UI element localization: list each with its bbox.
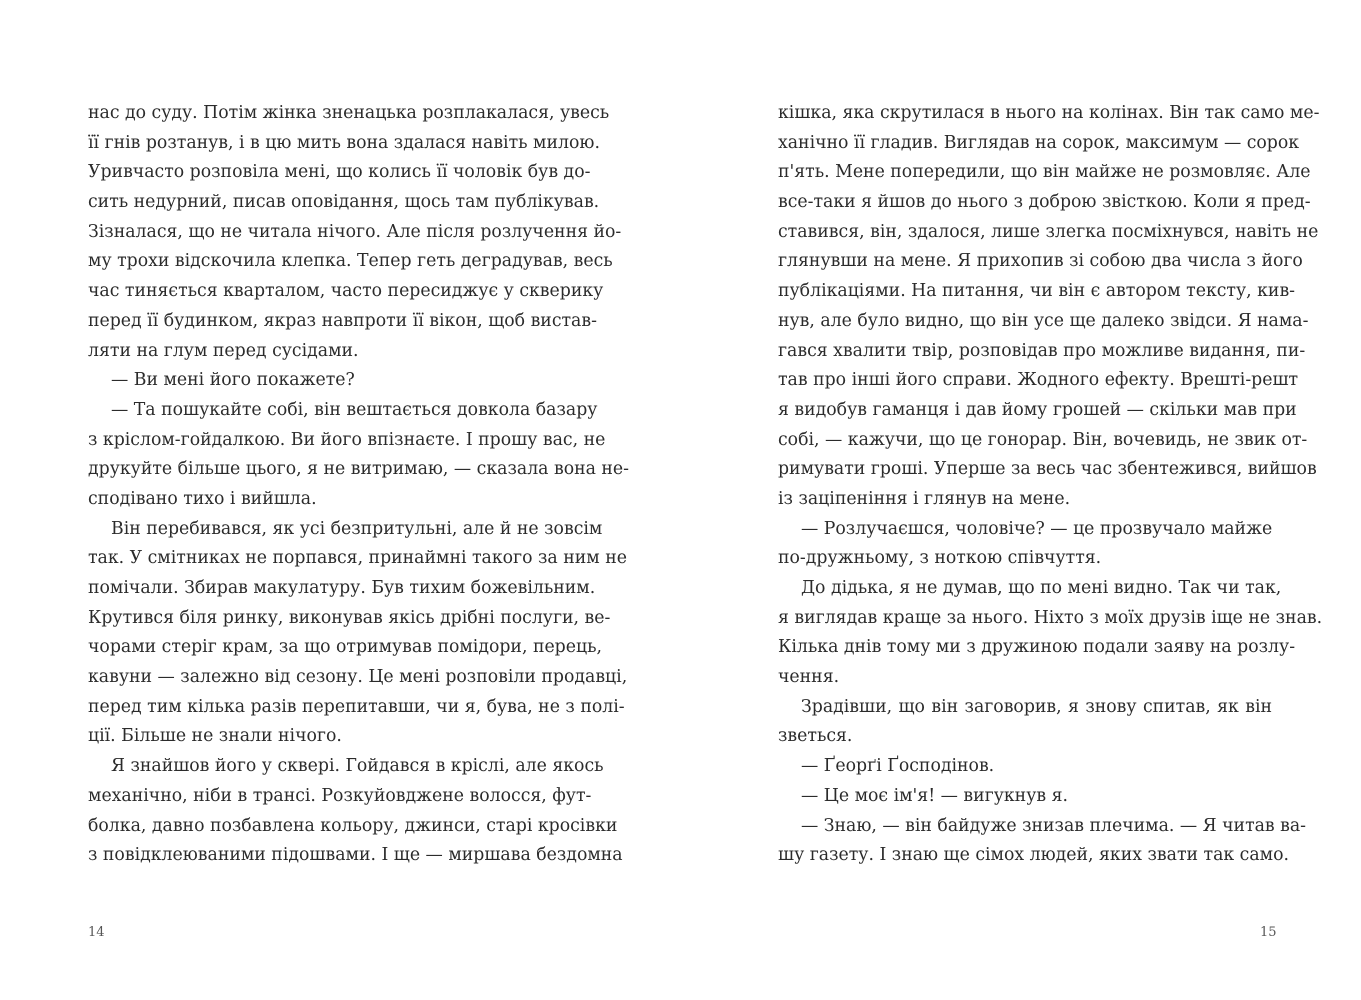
text-line: я видобув гаманця і дав йому грошей — скільки мав при [778, 399, 1297, 420]
text-line: римувати гроші. Уперше за весь час збентежився, вийшов [778, 459, 1317, 480]
text-line: по-дружньому, з ноткою співчуття. [778, 548, 1102, 569]
text-line: п'ять. Мене попередили, що він майже не розмовляє. Але [778, 162, 1311, 183]
text-line: публікаціями. На питання, чи він є автором тексту, кив- [778, 281, 1296, 302]
text-line: ставився, він, здалося, лише злегка посміхнувся, навіть не [778, 221, 1319, 242]
text-line: му трохи відскочила клепка. Тепер геть деградував, весь [88, 251, 613, 272]
text-line: помічали. Збирав макулатуру. Був тихим божевільним. [88, 578, 596, 598]
text-line: ханічно її гладив. Виглядав на сорок, максимум — сорок [778, 132, 1300, 153]
text-line: механічно, ніби в трансі. Розкуйовджене волосся, фут- [88, 785, 592, 806]
text-line: ляти на глум перед сусідами. [88, 340, 359, 361]
text-line: її гнів розтанув, і в цю мить вона здалася навіть милою. [88, 132, 600, 153]
text-line: Я знайшов його у сквері. Гойдався в кріслі, але якось [111, 756, 604, 777]
text-line: з повідклеюваними підошвами. І ще — миршава бездомна [88, 845, 623, 866]
text-line: болка, давно позбавлена кольору, джинси, старі кросівки [88, 815, 618, 836]
right-page-text [778, 99, 1323, 871]
text-line: — Ґеорґі Ґосподінов. [801, 756, 995, 777]
left-page-text [88, 99, 630, 871]
text-line: — Ви мені його покажете? [111, 370, 355, 391]
text-line: зветься. [778, 726, 853, 747]
text-line: із заціпеніння і глянув на мене. [778, 488, 1071, 509]
text-line: Уривчасто розповіла мені, що колись її чоловік був до- [88, 162, 591, 183]
text-line: перед тим кілька разів перепитавши, чи я, бува, не з полі- [88, 696, 625, 717]
text-line: тав про інші його справи. Жодного ефекту. Врешті-решт [778, 370, 1299, 391]
text-line: перед її будинком, якраз навпроти її вікон, щоб вистав- [88, 310, 597, 331]
text-line: я виглядав краще за нього. Ніхто з моїх друзів іще не знав. [778, 607, 1323, 628]
text-line: Зрадівши, що він заговорив, я знову спитав, як він [801, 696, 1272, 717]
text-line: все-таки я йшов до нього з доброю звісткою. Коли я пред- [778, 192, 1311, 213]
text-line: чорами стеріг крам, за що отримував помідори, перець, [88, 637, 602, 658]
text-line: кішка, яка скрутилася в нього на колінах. Він так само ме- [778, 103, 1320, 123]
text-line: Він перебивався, як усі безпритульні, але й не зовсім [111, 518, 603, 539]
text-line: Кілька днів тому ми з дружиною подали заяву на розлу- [778, 637, 1296, 658]
text-line: — Знаю, — він байдуже знизав плечима. — Я читав ва- [801, 815, 1307, 836]
text-line: ції. Більше не знали нічого. [88, 726, 342, 747]
text-line: чення. [778, 667, 840, 688]
left-page-number: 14 [88, 925, 105, 940]
left-page [0, 0, 680, 1000]
text-line: глянувши на мене. Я прихопив зі собою два числа з його [778, 251, 1303, 272]
text-line: Зізналася, що не читала нічого. Але після розлучення йо- [88, 221, 622, 242]
text-line: сподівано тихо і вийшла. [88, 488, 317, 509]
text-line: з кріслом-гойдалкою. Ви його впізнаєте. І прошу вас, не [88, 429, 606, 450]
text-line: нув, але було видно, що він усе ще далеко звідси. Я нама- [778, 310, 1309, 331]
right-page [680, 0, 1360, 1000]
text-line: час тиняється кварталом, часто пересиджує у скверику [88, 281, 604, 302]
text-line: нас до суду. Потім жінка зненацька розплакалася, увесь [88, 103, 610, 123]
text-line: — Це моє ім'я! — вигукнув я. [801, 785, 1068, 806]
text-line: Крутився біля ринку, виконував якісь дрібні послуги, ве- [88, 607, 611, 628]
text-line: так. У смітниках не порпався, принаймні такого за ним не [88, 548, 627, 569]
text-line: шу газету. І знаю ще сімох людей, яких звати так само. [778, 845, 1289, 866]
text-line: сить недурний, писав оповідання, щось там публікував. [88, 192, 600, 213]
text-line: друкуйте більше цього, я не витримаю, — сказала вона не- [88, 459, 630, 480]
text-line: кавуни — залежно від сезону. Це мені розповіли продавці, [88, 667, 628, 688]
text-line: собі, — кажучи, що це гонорар. Він, вочевидь, не звик от- [778, 429, 1308, 450]
text-line: — Розлучаєшся, чоловіче? — це прозвучало майже [801, 518, 1273, 539]
text-line: До дідька, я не думав, що по мені видно. Так чи так, [801, 578, 1282, 598]
text-line: гався хвалити твір, розповідав про можливе видання, пи- [778, 340, 1306, 361]
text-line: — Та пошукайте собі, він вештається довкола базару [111, 399, 598, 420]
right-page-number: 15 [1260, 925, 1277, 940]
